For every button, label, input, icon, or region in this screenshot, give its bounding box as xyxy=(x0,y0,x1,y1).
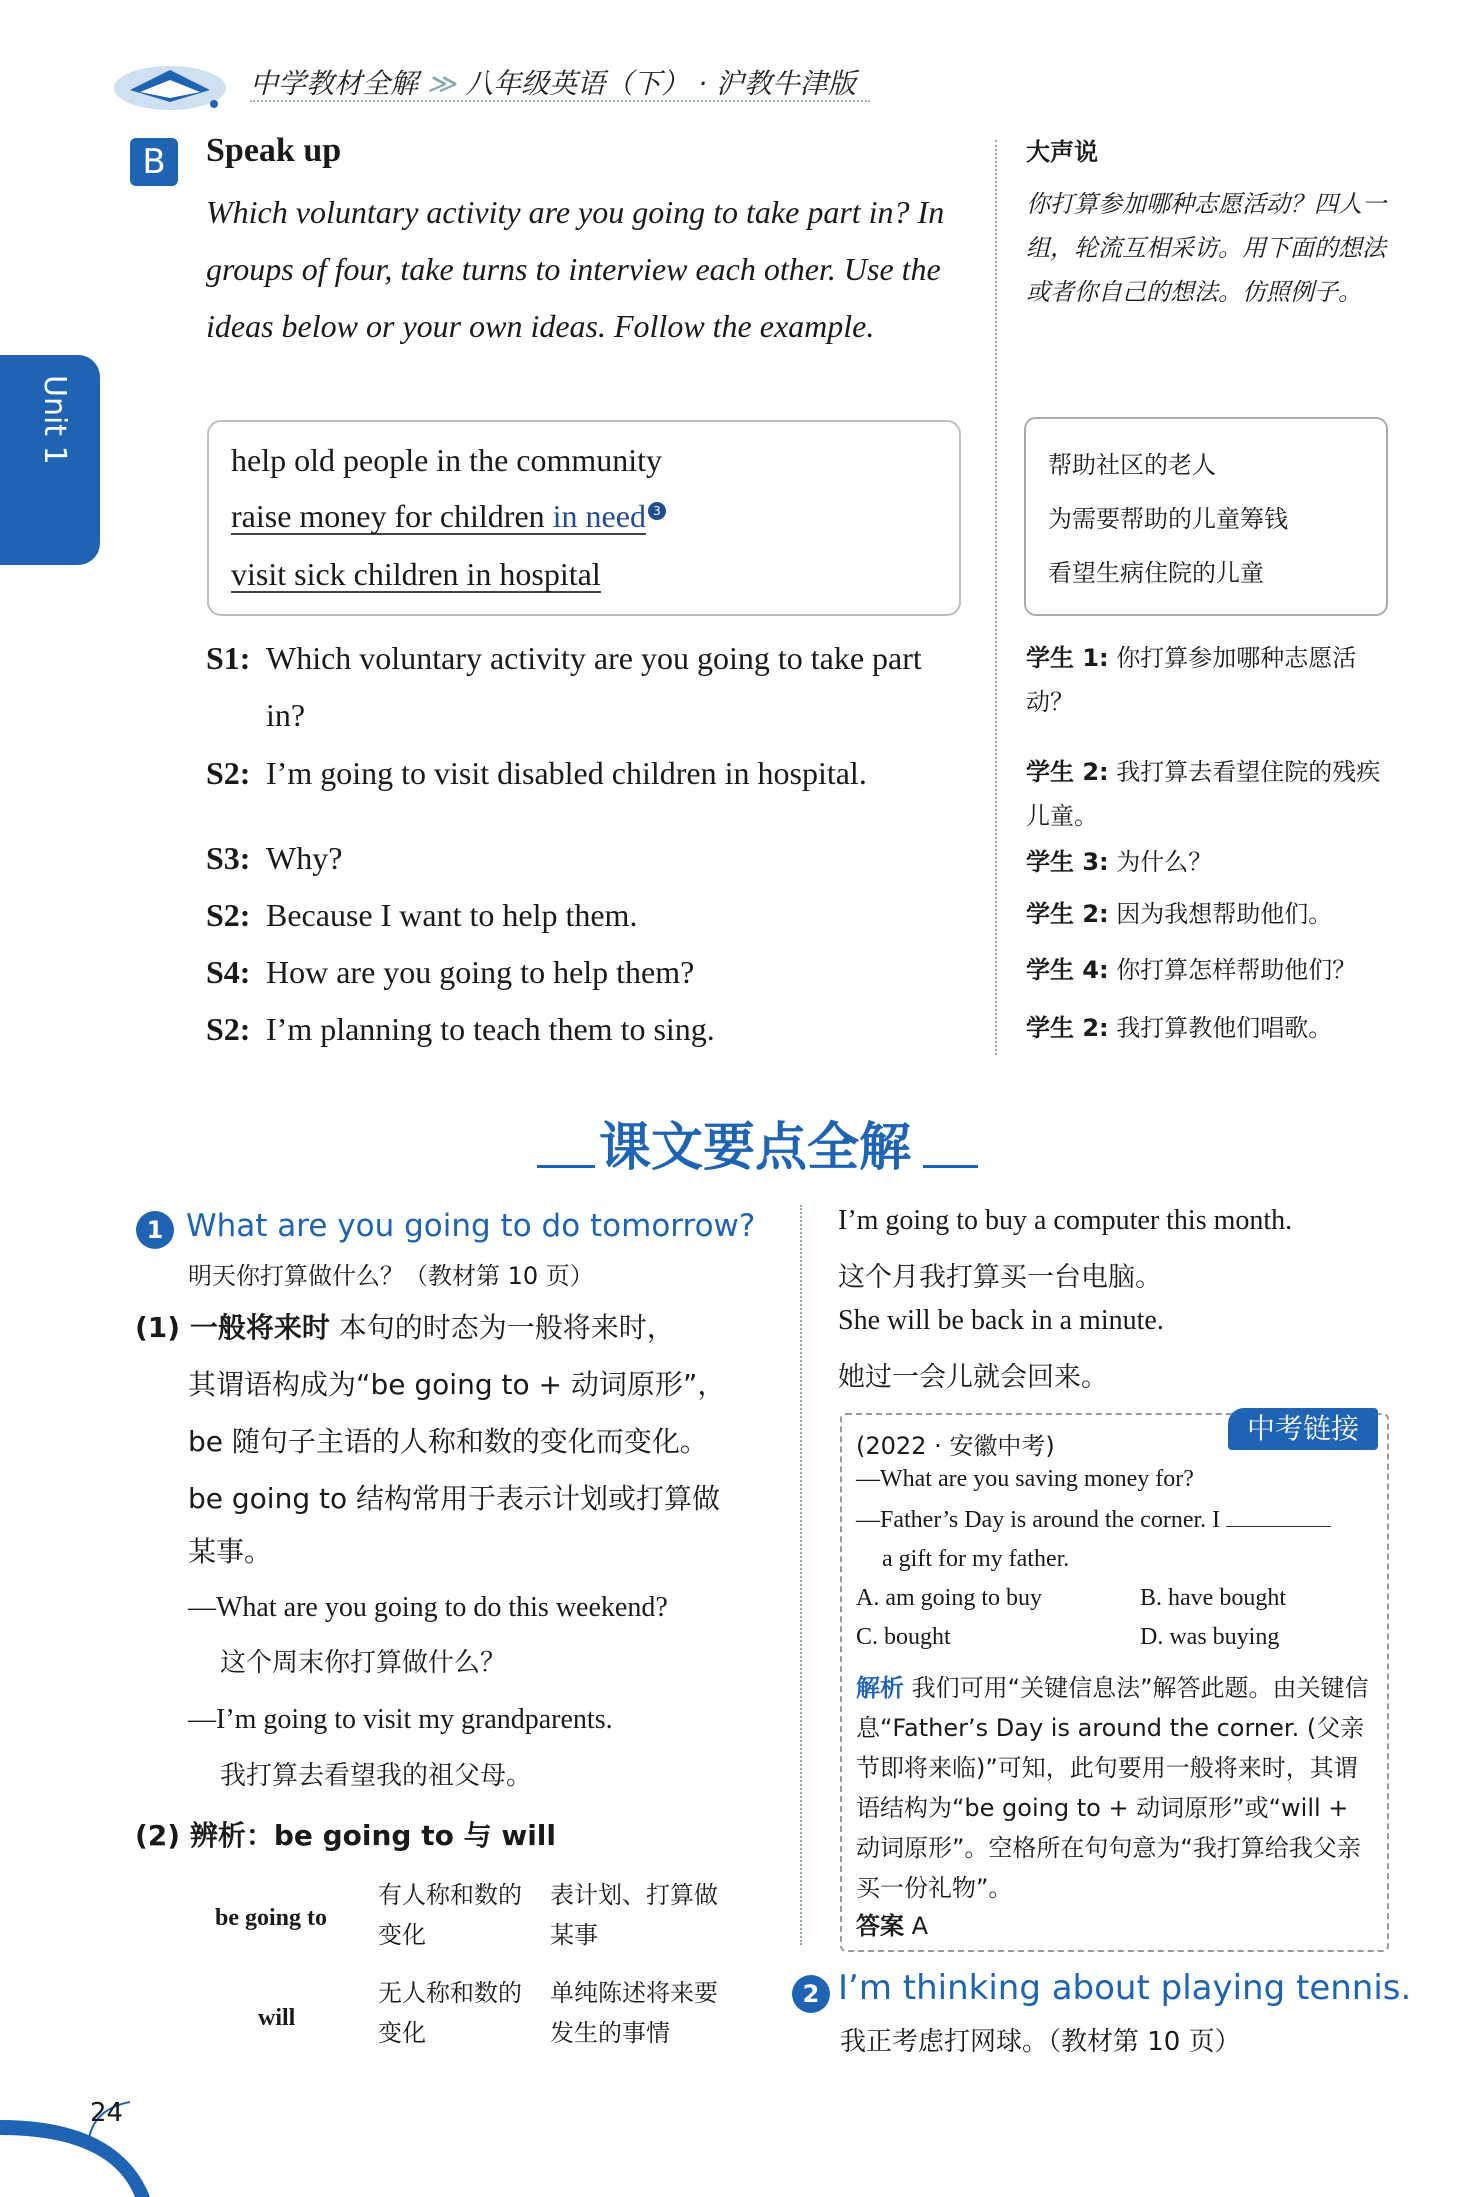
para1-text-c: be 随句子主语的人称和数的变化而变化。 xyxy=(188,1425,708,1458)
right-dialogue-line xyxy=(1026,892,1396,936)
utterance: I’m going to visit disabled children in hospital. xyxy=(266,755,867,791)
right-idea-1: 帮助社区的老人 xyxy=(1048,451,1216,479)
exam-link-tag: 中考链接 xyxy=(1228,1408,1378,1450)
idea-2-highlight: in need xyxy=(552,498,646,534)
point-2-heading: I’m thinking about playing tennis. xyxy=(838,1968,1412,2008)
option-d: D. was buying xyxy=(1140,1624,1280,1650)
idea-3-text: visit sick children in hospital xyxy=(231,556,601,592)
banner-rule-left xyxy=(537,1165,595,1168)
right-instruction: 你打算参加哪种志愿活动？四人一组，轮流互相采访。用下面的想法或者你自己的想法。仿照例子。 xyxy=(1026,190,1386,306)
dialogue-line xyxy=(206,1001,976,1058)
answer-value: A xyxy=(911,1912,929,1940)
answer-blank xyxy=(1226,1506,1331,1527)
compare-feature: 有人称和数的变化 xyxy=(378,1881,522,1949)
exam-analysis xyxy=(856,1668,1371,1908)
exam-q1: —What are you saving money for? xyxy=(856,1466,1194,1492)
speaker: 学生 2: xyxy=(1026,1014,1109,1042)
right-example-2: She will be back in a minute. xyxy=(838,1305,1164,1336)
point-1-translation: 明天你打算做什么？（教材第 10 页） xyxy=(188,1262,594,1290)
answer-label: 答案 xyxy=(856,1912,904,1940)
speaker: S1: xyxy=(206,640,251,676)
right-ideas-box xyxy=(1024,417,1388,616)
speaker: 学生 1: xyxy=(1026,644,1109,672)
column-divider xyxy=(800,1205,802,1945)
right-dialogue-line xyxy=(1026,948,1396,992)
utterance: 你打算怎样帮助他们？ xyxy=(1116,956,1357,984)
compare-usage: 单纯陈述将来要发生的事情 xyxy=(550,1979,718,2047)
utterance: I’m planning to teach them to sing. xyxy=(266,1011,715,1047)
header-book: 中学教材全解 xyxy=(250,67,419,100)
example-answer-cn: 我打算去看望我的祖父母。 xyxy=(220,1761,533,1791)
dialogue-line xyxy=(206,745,976,802)
para1-text-a: 本句的时态为一般将来时， xyxy=(338,1311,675,1344)
exam-q2-text: —Father’s Day is around the corner. I xyxy=(856,1507,1221,1533)
utterance: 我打算教他们唱歌。 xyxy=(1116,1014,1333,1042)
para1-label: (1) 一般将来时 xyxy=(135,1311,330,1344)
point-1-heading: What are you going to do tomorrow? xyxy=(186,1208,756,1244)
speaker: 学生 3: xyxy=(1026,848,1109,876)
idea-2-text: raise money for children xyxy=(231,498,553,534)
footnote-marker: 3 xyxy=(648,502,666,520)
compare-feature: 无人称和数的变化 xyxy=(378,1979,522,2047)
compare-term: be going to xyxy=(215,1905,328,1931)
right-dialogue-line xyxy=(1026,636,1396,724)
idea-2 xyxy=(231,498,666,535)
point-2-translation: 我正考虑打网球。（教材第 10 页） xyxy=(840,2027,1241,2057)
right-idea-2: 为需要帮助的儿童筹钱 xyxy=(1048,505,1288,533)
para1-text-b: 其谓语构成为“be going to + 动词原形”， xyxy=(188,1368,726,1401)
utterance: Which voluntary activity are you going to take part in? xyxy=(266,640,922,733)
option-b: B. have bought xyxy=(1140,1585,1286,1611)
point-number-1: 1 xyxy=(136,1211,174,1249)
exam-q2 xyxy=(856,1506,1331,1534)
speaker: S2: xyxy=(206,1011,251,1047)
speaker: 学生 2: xyxy=(1026,758,1109,786)
header-edition: · 沪教牛津版 xyxy=(698,67,856,100)
section-b-title: Speak up xyxy=(206,132,342,169)
right-dialogue-line xyxy=(1026,1006,1396,1050)
right-example-1: I’m going to buy a computer this month. xyxy=(838,1205,1293,1236)
option-c: C. bought xyxy=(856,1624,951,1650)
column-divider xyxy=(995,140,997,1055)
point-number-2: 2 xyxy=(792,1975,830,2013)
speaker: S4: xyxy=(206,954,251,990)
analysis-label: 解析 xyxy=(856,1674,904,1702)
header-divider xyxy=(250,100,870,102)
speaker: S2: xyxy=(206,897,251,933)
header-grade: 八年级英语（下） xyxy=(465,67,690,100)
banner-rule-right xyxy=(923,1165,978,1168)
right-idea-3: 看望生病住院的儿童 xyxy=(1048,559,1264,587)
book-logo-icon xyxy=(110,40,240,120)
speaker: S3: xyxy=(206,840,251,876)
right-heading: 大声说 xyxy=(1026,138,1098,166)
utterance: 因为我想帮助他们。 xyxy=(1116,900,1333,928)
utterance: 你打算参加哪种志愿活动？ xyxy=(1026,644,1357,716)
para2-label: (2) 辨析：be going to 与 will xyxy=(135,1819,556,1852)
utterance: How are you going to help them? xyxy=(266,954,695,990)
example-question-cn: 这个周末你打算做什么？ xyxy=(220,1648,507,1678)
exam-answer xyxy=(856,1906,928,1941)
right-example-2-cn: 她过一会儿就会回来。 xyxy=(838,1362,1108,1393)
right-dialogue-line xyxy=(1026,750,1396,838)
speaker: S2: xyxy=(206,755,251,791)
speaker: 学生 2: xyxy=(1026,900,1109,928)
option-a: A. am going to buy xyxy=(856,1585,1042,1611)
unit-tab xyxy=(0,355,100,565)
compare-usage: 表计划、打算做某事 xyxy=(550,1881,718,1949)
speaker: 学生 4: xyxy=(1026,956,1109,984)
compare-term: will xyxy=(258,2005,296,2031)
point-1-para1 xyxy=(135,1300,755,1356)
ideas-box xyxy=(207,420,961,616)
utterance: Why? xyxy=(266,840,343,876)
utterance: Because I want to help them. xyxy=(266,897,638,933)
dialogue-line xyxy=(206,830,976,887)
para1-text-e: 某事。 xyxy=(188,1535,273,1568)
dialogue-line xyxy=(206,944,976,1001)
right-example-1-cn: 这个月我打算买一台电脑。 xyxy=(838,1262,1162,1293)
idea-1: help old people in the community xyxy=(231,442,663,478)
utterance: 为什么？ xyxy=(1116,848,1213,876)
analysis-text: 我们可用“关键信息法”解答此题。由关键信息“Father’s Day is around the corner. (父亲节即将来临)”可知，此句要用一般将来时，其谓语结构为“be going to + 动词原形”或“will + 动词原形”。空格所在句句意为“我打算给我父亲买一份礼物”。 xyxy=(856,1674,1369,1902)
dialogue-line xyxy=(206,887,976,944)
idea-3 xyxy=(231,556,601,593)
utterance: 我打算去看望住院的残疾儿童。 xyxy=(1026,758,1381,830)
exam-source: (2022 · 安徽中考) xyxy=(856,1432,1055,1460)
unit-tab-label: Unit 1 xyxy=(37,375,72,465)
section-banner: 课文要点全解 xyxy=(598,1118,911,1178)
header-title: 中学教材全解 ≫ 八年级英语（下） · 沪教牛津版 xyxy=(250,67,856,100)
exam-q3: a gift for my father. xyxy=(882,1546,1070,1572)
section-b-badge: B xyxy=(130,138,178,186)
para1-text-d: be going to 结构常用于表示计划或打算做 xyxy=(188,1482,721,1515)
page-number: 24 xyxy=(90,2098,124,2128)
right-dialogue-line xyxy=(1026,840,1396,884)
example-answer: —I’m going to visit my grandparents. xyxy=(188,1704,613,1735)
section-b-instruction: Which voluntary activity are you going to take part in? In groups of four, take turns to interview each other. Use the ideas below or your own ideas. Follow the example. xyxy=(206,194,945,344)
example-question: —What are you going to do this weekend? xyxy=(188,1592,668,1623)
dialogue-line xyxy=(206,630,976,744)
